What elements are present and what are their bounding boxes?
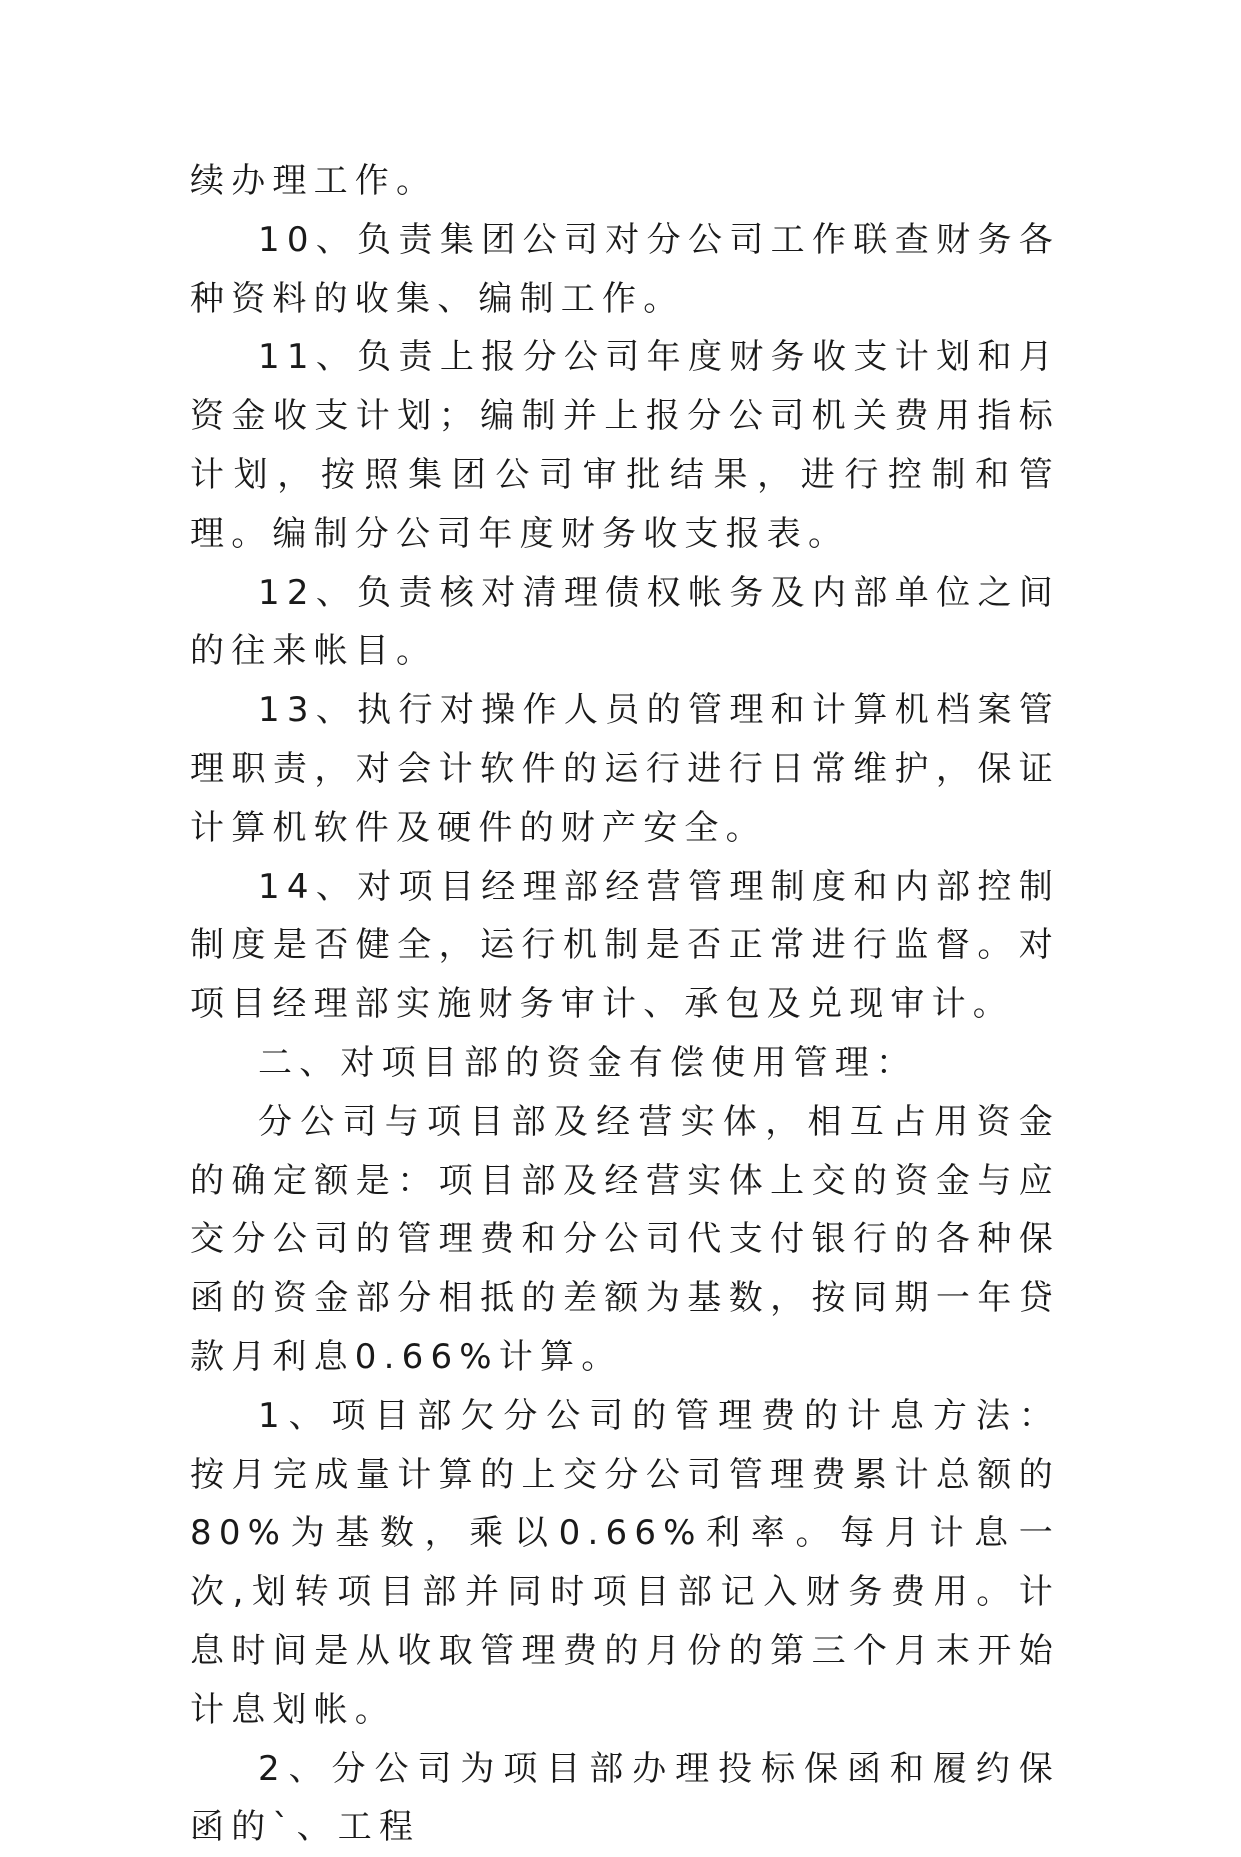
- section-heading: 二、对项目部的资金有偿使用管理：: [258, 1042, 918, 1083]
- paragraph-2: 10、负责集团公司对分公司工作联查财务各种资料的收集、编制工作。: [190, 219, 1060, 319]
- paragraph-5: 13、执行对操作人员的管理和计算机档案管理职责，对会计软件的运行进行日常维护，保证计算机软件及硬件的财产安全。: [190, 690, 1060, 848]
- paragraph-3: 11、负责上报分公司年度财务收支计划和月资金收支计划；编制并上报分公司机关费用指标计划，按照集团公司审批结果，进行控制和管理。编制分公司年度财务收支报表。: [190, 337, 1060, 554]
- document-body: [190, 152, 1060, 1857]
- paragraph-9: 1、项目部欠分公司的管理费的计息方法：按月完成量计算的上交分公司管理费累计总额的80%为基数，乘以0.66%利率。每月计息一次,划转项目部并同时项目部记入财务费用。计息时间是从收取管理费的月份的第三个月末开始计息划帐。: [190, 1395, 1060, 1730]
- paragraph-6: 14、对项目经理部经营管理制度和内部控制制度是否健全，运行机制是否正常进行监督。对项目经理部实施财务审计、承包及兑现审计。: [190, 866, 1060, 1025]
- paragraph-1: 续办理工作。: [190, 161, 438, 201]
- paragraph-8: 分公司与项目部及经营实体，相互占用资金的确定额是：项目部及经营实体上交的资金与应交分公司的管理费和分公司代支付银行的各种保函的资金部分相抵的差额为基数，按同期一年贷款月利息0.66%计算。: [190, 1101, 1060, 1377]
- paragraph-4: 12、负责核对清理债权帐务及内部单位之间的往来帐目。: [190, 572, 1060, 672]
- paragraph-10: 2、分公司为项目部办理投标保函和履约保函的`、工程: [190, 1748, 1060, 1848]
